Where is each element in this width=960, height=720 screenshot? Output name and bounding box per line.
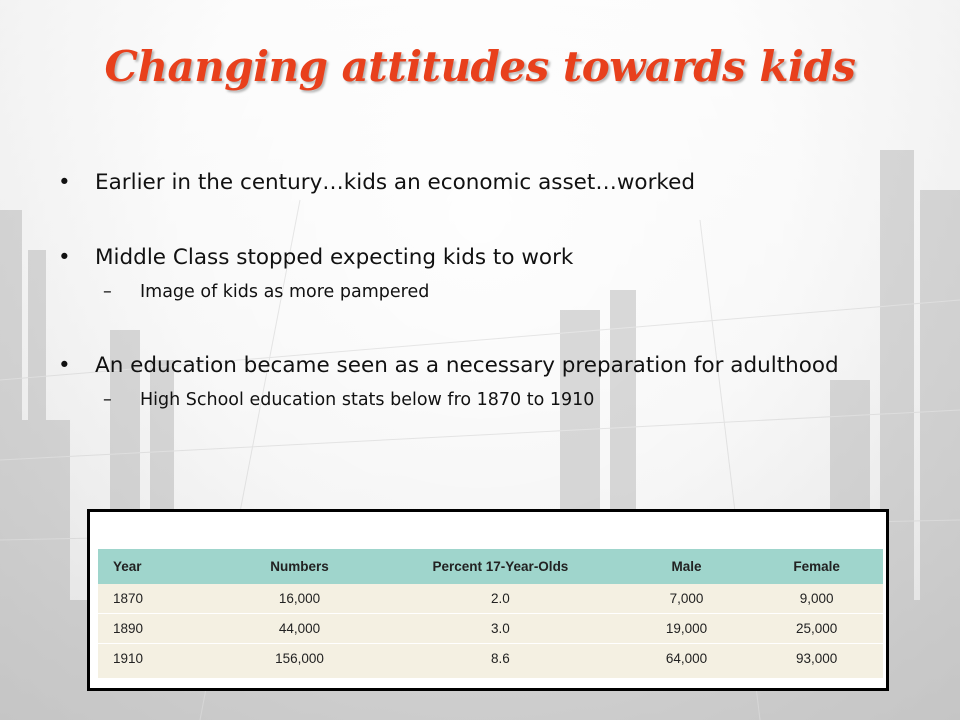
bullet-item (58, 170, 858, 196)
table-row (98, 584, 883, 614)
slide-title: Changing attitudes towards kids (104, 42, 856, 91)
bullet-item (58, 353, 858, 379)
table-cell: 8.6 (491, 651, 510, 666)
table-header-row (98, 549, 883, 584)
column-header: Percent 17-Year-Olds (378, 549, 623, 584)
table-cell: 1910 (113, 651, 144, 666)
sub-bullet-item (58, 388, 858, 412)
column-header: Year (98, 549, 221, 584)
table-cell: 9,000 (750, 584, 883, 614)
table-cell: 3.0 (378, 614, 623, 644)
sub-bullet-marker: – (103, 282, 112, 302)
table-cell: 44,000 (221, 614, 378, 644)
table-cell: 16,000 (221, 584, 378, 614)
table-cell: 156,000 (275, 651, 324, 666)
education-stats-table (98, 549, 883, 673)
bullet-text: Middle Class stopped expecting kids to work (95, 245, 574, 270)
bullet-list (58, 170, 858, 412)
column-header: Female (750, 549, 883, 584)
table-row (98, 644, 883, 674)
table-cell: 7,000 (623, 584, 751, 614)
stats-table-panel (98, 549, 883, 678)
column-header: Male (623, 549, 751, 584)
sub-bullet-text: Image of kids as more pampered (140, 282, 430, 302)
sub-bullet-text: High School education stats below fro 1870 to 1910 (140, 390, 595, 410)
table-cell: 93,000 (796, 651, 838, 666)
bullet-marker: • (58, 245, 71, 270)
sub-bullet-marker: – (103, 390, 112, 410)
bullet-marker: • (58, 353, 71, 378)
table-cell: 25,000 (750, 614, 883, 644)
bullet-item (58, 245, 858, 271)
table-cell: 2.0 (378, 584, 623, 614)
bullet-text: An education became seen as a necessary preparation for adulthood (95, 353, 839, 378)
table-row (98, 614, 883, 644)
stats-table-frame (87, 509, 889, 691)
table-cell: 1870 (98, 584, 221, 614)
column-header: Numbers (221, 549, 378, 584)
sub-bullet-item (58, 280, 858, 304)
bullet-marker: • (58, 170, 71, 195)
bullet-text: Earlier in the century…kids an economic asset…worked (95, 170, 695, 195)
table-cell: 64,000 (665, 651, 708, 666)
table-cell: 1890 (98, 614, 221, 644)
table-cell: 19,000 (623, 614, 751, 644)
